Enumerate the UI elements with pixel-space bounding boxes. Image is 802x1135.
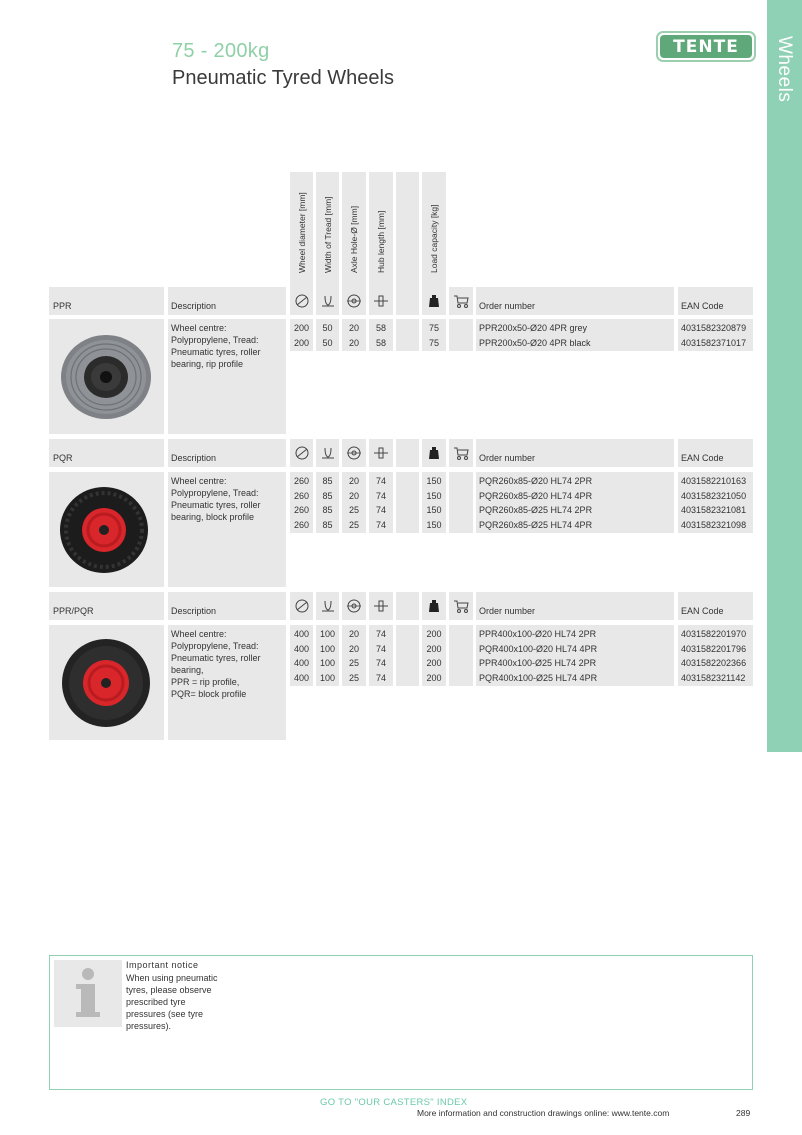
- table-cell: 85: [322, 476, 333, 486]
- description-line: Polypropylene, Tread:: [171, 641, 259, 651]
- wheel-diameter-icon: [290, 287, 313, 315]
- hub-length-values-ppr: [369, 321, 393, 350]
- hub-length-icon: [369, 287, 393, 315]
- description-line: PQR= block profile: [171, 689, 247, 699]
- section-label-ppr: PPR: [49, 287, 164, 315]
- col-label-axle-hole: Axle Hole-Ø [mm]: [349, 205, 359, 273]
- ean-values-ppr-pqr: [678, 627, 746, 685]
- table-cell: 4031582201796: [681, 643, 747, 654]
- order-number-values-ppr: [476, 321, 591, 350]
- table-cell: 4031582320879: [681, 323, 747, 333]
- description-text-pqr: [168, 472, 286, 526]
- table-cell: 200: [293, 337, 310, 348]
- description-line: Wheel centre:: [171, 323, 227, 333]
- table-cell: 4031582371017: [681, 337, 747, 348]
- ean-values-ppr: [678, 321, 746, 350]
- table-cell: 74: [375, 629, 386, 639]
- tread-width-icon: [316, 287, 339, 315]
- table-cell: 4031582321081: [681, 505, 747, 515]
- cell-bg: [449, 625, 473, 686]
- product-image-ppr-grey-wheel: [49, 319, 164, 434]
- order-number-values-ppr-pqr: [476, 627, 597, 685]
- wheel-diameter-icon: [290, 439, 313, 467]
- cell-bg: [396, 625, 419, 686]
- table-cell: 100: [319, 643, 336, 654]
- table-cell: 400: [293, 629, 310, 639]
- description-header: Description: [168, 439, 286, 467]
- table-cell: 74: [375, 519, 386, 530]
- description-line: bearing, rip profile: [171, 359, 244, 369]
- axle-hole-icon: [342, 592, 366, 620]
- description-line: Polypropylene, Tread:: [171, 335, 259, 345]
- table-cell: 25: [348, 672, 359, 683]
- cell-bg: [449, 319, 473, 351]
- table-cell: 200: [426, 672, 442, 683]
- section-label-pqr: PQR: [49, 439, 164, 467]
- wheel-diameter-values-ppr: [290, 321, 313, 350]
- table-cell: 4031582202366: [681, 658, 747, 668]
- order-number-link[interactable]: PQR260x85-Ø25 HL74 4PR: [479, 519, 593, 530]
- table-cell: 260: [293, 490, 310, 501]
- table-cell: 100: [319, 658, 336, 668]
- table-cell: 4031582201970: [681, 629, 747, 639]
- axle-hole-values-pqr: [342, 474, 366, 532]
- axle-hole-values-ppr: [342, 321, 366, 350]
- order-number-link[interactable]: PQR260x85-Ø20 HL74 2PR: [479, 476, 593, 486]
- notice-line: pressures (see tyre: [126, 1009, 204, 1019]
- side-tab-label: Wheels: [774, 36, 795, 103]
- table-cell: 75: [428, 337, 439, 348]
- trolley-icon: [449, 287, 473, 315]
- table-cell: 400: [293, 643, 310, 654]
- footer-info-text: More information and construction drawings online: www.tente.com: [417, 1108, 670, 1118]
- side-tab-wheels[interactable]: [767, 0, 802, 752]
- table-cell: 25: [348, 519, 359, 530]
- load-capacity-values-ppr: [422, 321, 446, 350]
- cell-bg: [449, 472, 473, 533]
- order-number-header: Order number: [476, 287, 674, 315]
- order-number-link[interactable]: PPR200x50-Ø20 4PR black: [479, 337, 591, 348]
- description-line: Wheel centre:: [171, 629, 227, 639]
- table-cell: 85: [322, 505, 333, 515]
- wheel-diameter-values-pqr: [290, 474, 313, 532]
- col-header-wheel-diameter: [290, 172, 313, 287]
- table-cell: 150: [426, 519, 442, 530]
- table-cell: 150: [426, 490, 442, 501]
- load-capacity-values-pqr: [422, 474, 446, 532]
- col-header-tread-width: [316, 172, 339, 287]
- product-image-ppr-pqr-red-wheel: [49, 625, 164, 740]
- table-cell: 200: [426, 658, 442, 668]
- notice-line: When using pneumatic: [126, 973, 218, 983]
- col-label-wheel-diameter: Wheel diameter [mm]: [297, 192, 307, 273]
- tread-width-icon: [316, 592, 339, 620]
- order-number-link[interactable]: PPR400x100-Ø25 HL74 2PR: [479, 658, 597, 668]
- tente-logo: [656, 31, 756, 62]
- table-cell: 74: [375, 505, 386, 515]
- description-header: Description: [168, 287, 286, 315]
- page-subtitle: 75 - 200kg: [172, 40, 270, 62]
- ean-code-header: EAN Code: [678, 592, 753, 620]
- table-cell: 4031582321050: [681, 490, 747, 501]
- table-cell: 85: [322, 490, 333, 501]
- order-number-header: Order number: [476, 439, 674, 467]
- table-cell: 260: [293, 476, 310, 486]
- table-cell: 150: [426, 476, 442, 486]
- notice-line: prescribed tyre: [126, 997, 186, 1007]
- table-cell: 260: [293, 505, 310, 515]
- order-number-link[interactable]: PQR260x85-Ø20 HL74 4PR: [479, 490, 593, 501]
- table-cell: 25: [348, 658, 359, 668]
- table-cell: 200: [426, 643, 442, 654]
- trolley-icon: [449, 439, 473, 467]
- table-cell: 4031582210163: [681, 476, 747, 486]
- col-header-empty: [396, 172, 419, 287]
- casters-index-link[interactable]: GO TO "OUR CASTERS" INDEX: [320, 1097, 468, 1108]
- page-title: Pneumatic Tyred Wheels: [172, 67, 394, 89]
- notice-text: [126, 972, 218, 1032]
- hub-length-icon: [369, 439, 393, 467]
- table-cell: 400: [293, 658, 310, 668]
- order-number-link[interactable]: PPR400x100-Ø20 HL74 2PR: [479, 629, 597, 639]
- hub-length-values-pqr: [369, 474, 393, 532]
- notice-title: Important notice: [126, 960, 199, 970]
- table-cell: 20: [348, 323, 359, 333]
- order-number-link[interactable]: PQR260x85-Ø25 HL74 2PR: [479, 505, 593, 515]
- table-cell: 200: [426, 629, 442, 639]
- tread-width-values-ppr: [316, 321, 339, 350]
- table-cell: 4031582321142: [681, 672, 746, 683]
- description-line: Wheel centre:: [171, 476, 227, 486]
- description-line: Pneumatic tyres, roller: [171, 500, 261, 510]
- table-cell: 58: [375, 337, 386, 348]
- empty-cell: [396, 439, 419, 467]
- trolley-icon: [449, 592, 473, 620]
- table-cell: 200: [293, 323, 310, 333]
- table-cell: 400: [293, 672, 310, 683]
- table-cell: 20: [348, 476, 359, 486]
- axle-hole-icon: [342, 439, 366, 467]
- col-header-axle-hole: [342, 172, 366, 287]
- hub-length-values-ppr-pqr: [369, 627, 393, 685]
- table-cell: 74: [375, 490, 386, 501]
- description-line: bearing,: [171, 665, 204, 675]
- col-label-tread-width: Width of Tread [mm]: [323, 196, 333, 273]
- order-number-link[interactable]: PQR400x100-Ø25 HL74 4PR: [479, 672, 598, 683]
- description-text-ppr: [168, 319, 286, 373]
- wheel-diameter-icon: [290, 592, 313, 620]
- table-cell: 74: [375, 476, 386, 486]
- table-cell: 150: [426, 505, 442, 515]
- axle-hole-values-ppr-pqr: [342, 627, 366, 685]
- ean-code-header: EAN Code: [678, 439, 753, 467]
- table-cell: 50: [322, 337, 333, 348]
- empty-cell: [396, 592, 419, 620]
- description-line: Pneumatic tyres, roller: [171, 653, 261, 663]
- col-header-hub-length: [369, 172, 393, 287]
- load-weight-icon: [422, 287, 446, 315]
- info-icon: [54, 960, 122, 1027]
- table-cell: 75: [428, 323, 439, 333]
- tread-width-icon: [316, 439, 339, 467]
- load-capacity-values-ppr-pqr: [422, 627, 446, 685]
- axle-hole-icon: [342, 287, 366, 315]
- hub-length-icon: [369, 592, 393, 620]
- description-line: PPR = rip profile,: [171, 677, 240, 687]
- col-label-hub-length: Hub length [mm]: [376, 210, 386, 273]
- table-cell: 58: [375, 323, 386, 333]
- tread-width-values-pqr: [316, 474, 339, 532]
- notice-line: tyres, please observe: [126, 985, 212, 995]
- cell-bg: [396, 319, 419, 351]
- table-cell: 85: [322, 519, 333, 530]
- notice-line: pressures).: [126, 1021, 172, 1031]
- table-cell: 74: [375, 658, 386, 668]
- table-cell: 74: [375, 672, 386, 683]
- description-line: Pneumatic tyres, roller: [171, 347, 261, 357]
- table-cell: 20: [348, 643, 359, 654]
- description-text-ppr-pqr: [168, 625, 286, 703]
- order-number-values-pqr: [476, 474, 592, 532]
- logo-text: TENTE: [673, 36, 739, 57]
- wheel-diameter-values-ppr-pqr: [290, 627, 313, 685]
- description-line: Polypropylene, Tread:: [171, 488, 259, 498]
- ean-code-header: EAN Code: [678, 287, 753, 315]
- col-header-load-capacity: [422, 172, 446, 287]
- cell-bg: [396, 472, 419, 533]
- section-label-ppr-pqr: PPR/PQR: [49, 592, 164, 620]
- order-number-link[interactable]: PPR200x50-Ø20 4PR grey: [479, 323, 588, 333]
- description-header: Description: [168, 592, 286, 620]
- table-cell: 260: [293, 519, 310, 530]
- load-weight-icon: [422, 439, 446, 467]
- order-number-header: Order number: [476, 592, 674, 620]
- table-cell: 100: [319, 629, 336, 639]
- ean-values-pqr: [678, 474, 746, 532]
- order-number-link[interactable]: PQR400x100-Ø20 HL74 4PR: [479, 643, 598, 654]
- col-label-load-capacity: Load capacity [kg]: [429, 204, 439, 273]
- page-number: 289: [736, 1108, 751, 1118]
- table-cell: 74: [375, 643, 386, 654]
- description-line: bearing, block profile: [171, 512, 255, 522]
- table-cell: 4031582321098: [681, 519, 747, 530]
- tread-width-values-ppr-pqr: [316, 627, 339, 685]
- table-cell: 25: [348, 505, 359, 515]
- table-cell: 20: [348, 337, 359, 348]
- empty-cell: [396, 287, 419, 315]
- table-cell: 100: [319, 672, 336, 683]
- important-notice-box: [49, 955, 753, 1090]
- table-cell: 50: [322, 323, 333, 333]
- product-image-pqr-red-wheel: [49, 472, 164, 587]
- table-cell: 20: [348, 490, 359, 501]
- table-cell: 20: [348, 629, 359, 639]
- load-weight-icon: [422, 592, 446, 620]
